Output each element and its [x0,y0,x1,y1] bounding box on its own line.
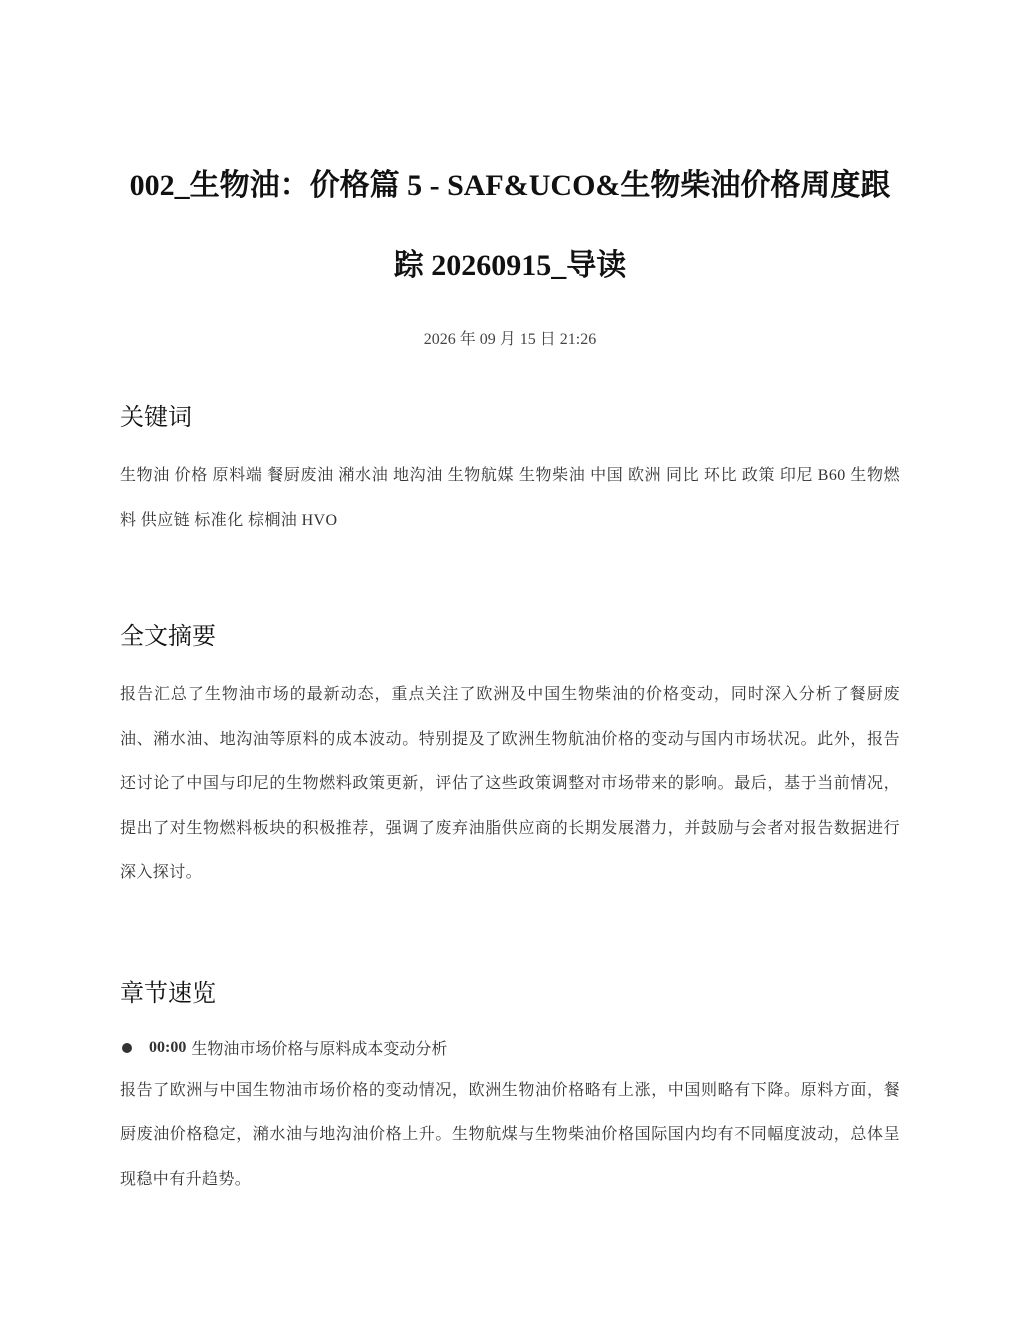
bullet-icon [122,1043,132,1053]
keywords-text: 生物油 价格 原料端 餐厨废油 潲水油 地沟油 生物航媒 生物柴油 中国 欧洲 同比 环比 政策 印尼 B60 生物燃料 供应链 标准化 棕榈油 HVO [120,467,900,529]
chapter-title: 生物油市场价格与原料成本变动分析 [191,1041,448,1058]
chapter-entry [120,1036,900,1203]
chapter-timestamp: 00:00 [149,1038,187,1056]
chapter-description: 报告了欧洲与中国生物油市场价格的变动情况，欧洲生物油价格略有上涨，中国则略有下降。原料方面，餐厨废油价格稳定，潲水油与地沟油价格上升。生物航煤与生物柴油价格国际国内均有不同幅度波动，总体呈现稳中有升趋势。 [120,1081,900,1188]
summary-text: 报告汇总了生物油市场的最新动态，重点关注了欧洲及中国生物柴油的价格变动，同时深入分析了餐厨废油、潲水油、地沟油等原料的成本波动。特别提及了欧洲生物航油价格的变动与国内市场状况。此外，报告还讨论了中国与印尼的生物燃料政策更新，评估了这些政策调整对市场带来的影响。最后，基于当前情况，提出了对生物燃料板块的积极推荐，强调了废弃油脂供应商的长期发展潜力，并鼓励与会者对报告数据进行深入探讨。 [120,686,900,881]
document-date: 2026 年 09 月 15 日 21:26 [423,331,597,348]
summary-heading: 全文摘要 [120,624,216,650]
keywords-heading: 关键词 [120,405,192,431]
chapters-heading: 章节速览 [120,980,216,1007]
document-title: 002_生物油：价格篇 5 - SAF&UCO&生物柴油价格周度跟踪 20260915_导读 [129,169,891,282]
chapter-item [120,1036,900,1060]
